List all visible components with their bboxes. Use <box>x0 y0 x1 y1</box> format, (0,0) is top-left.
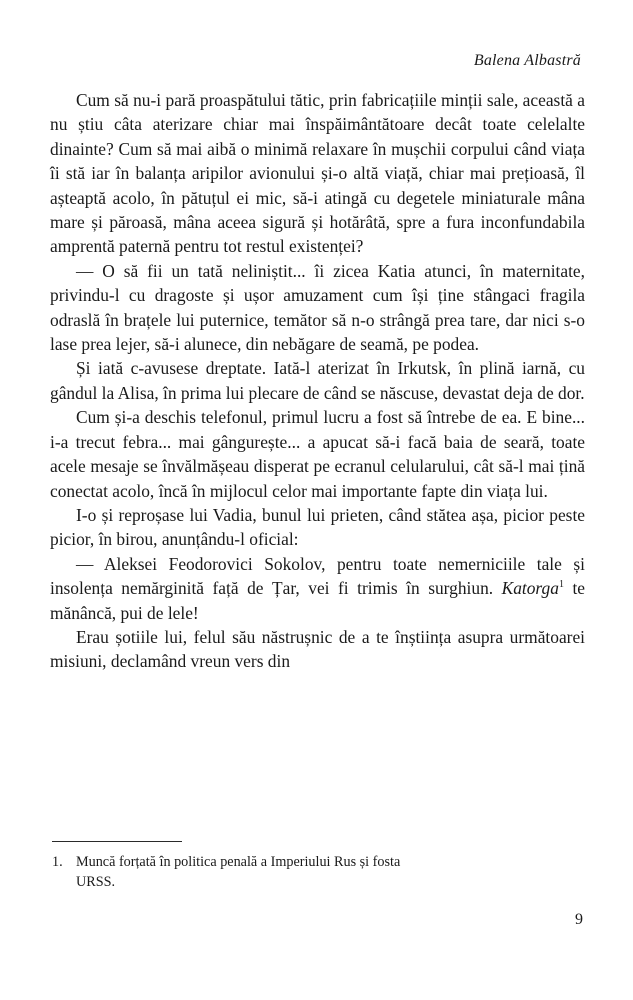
running-header: Balena Albastră <box>473 52 581 69</box>
paragraph-7: Erau șotiile lui, felul său năstrușnic de a te înștiința asupra următoarei misiuni, declamând vreun vers din <box>50 626 585 672</box>
footnote-reference[interactable]: 1 <box>558 579 564 591</box>
footnote-line-1 <box>52 852 585 872</box>
paragraph-6 <box>50 552 585 625</box>
paragraph-4: Cum și-a deschis telefonul, primul lucru a fost să întrebe de ea. E bine... i-a trecut febra... mai gângurește... a apucat să-i facă baia de seară, toate acele mesaje se învălmășeau disperat pe ecranul celularului, cât să-l mai țină conectat acolo, încă în mijlocul celor mai importante fapte din viața lui. <box>50 407 585 501</box>
katorga-word: Katorga <box>501 578 559 599</box>
quote-text-after: te mănâncă, pui de lele! <box>50 578 585 623</box>
footnote-text-1: Muncă forțată în politica penală a Imperiului Rus și fosta <box>76 854 401 870</box>
footnote-divider <box>52 841 182 842</box>
footnote-text-2: URSS. <box>76 874 116 890</box>
paragraph-5: I-o și reproșase lui Vadia, bunul lui prieten, când stătea așa, picior peste picior, în birou, anunțându-l oficial: <box>50 504 585 550</box>
body-text <box>50 88 585 674</box>
paragraph-1: Cum să nu-i pară proaspătului tătic, prin fabricațiile minții sale, această a nu știu câta aterizare chiar mai înspăimântătoare decât toate celelalte dinainte? Cum să mai aibă o minimă relaxare în mușchii corpului când viața îi stă iar în balanța aripilor avionului și-o altă viață, chiar mai prețioasă, îl așteaptă acolo, în pătuțul ei mic, să-i atingă cu degetele miniaturale mâna mare și păroasă, mâna aceea sigură și hotărâtă, spre a fura inconfundabila amprentă paternă pentru tot restul existenței? <box>50 90 585 257</box>
footnote-number: 1. <box>52 854 63 870</box>
paragraph-2: — O să fii un tată neliniștit... îi zicea Katia atunci, în maternitate, privindu-l cu dragoste și ușor amuzament cum își ține stângaci fragila odraslă în brațele lui puternice, temător să n-o strângă prea tare, dar nici s-o lase prea lejer, să-i alunece, din nebăgare de seamă, pe podea. <box>50 260 585 355</box>
page-number: 9 <box>575 911 583 928</box>
quote-text-before: — Aleksei Feodorovici Sokolov, pentru toate nemerniciile tale și insolența nemărginită față de Țar, vei fi trimis în surghiun. <box>50 553 585 599</box>
footnote <box>52 852 585 892</box>
paragraph-3: Și iată c-avusese dreptate. Iată-l aterizat în Irkutsk, în plină iarnă, cu gândul la Alisa, în prima lui plecare de când se născuse, devastat deja de dor. <box>50 358 585 403</box>
